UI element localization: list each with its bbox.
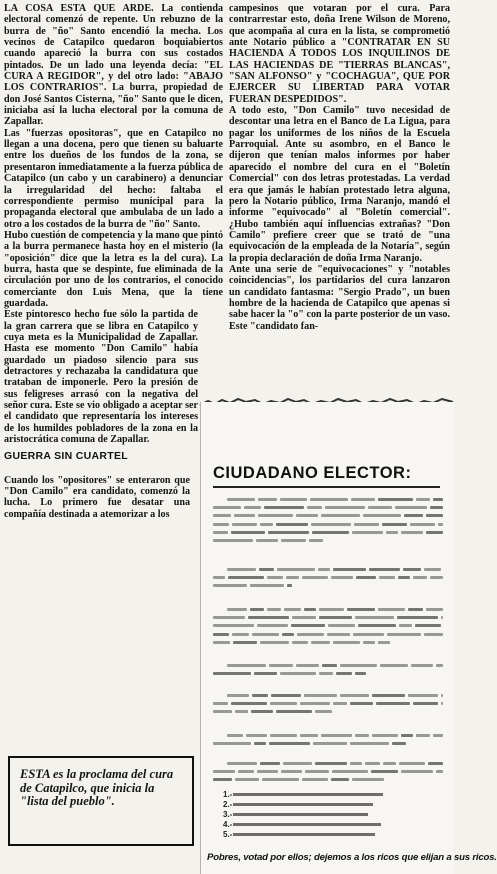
illegible-text-line: [213, 539, 253, 542]
illegible-text-line: [383, 762, 396, 765]
illegible-text-line: [260, 762, 280, 765]
illegible-text-line: [213, 710, 232, 713]
illegible-text-line: [256, 539, 278, 542]
illegible-text-line: [228, 576, 264, 579]
illegible-text-line: [213, 641, 230, 644]
illegible-text-line: [387, 633, 421, 636]
illegible-text-line: [311, 523, 351, 526]
illegible-text-line: [363, 514, 401, 517]
illegible-text-line: [213, 742, 251, 745]
illegible-text-line: [426, 531, 443, 534]
article-paragraph: Ante una serie de "equivocaciones" y "notables coincidencias", los partidarios del cura lanzaron un candidato fantasma: "Sergio Prado", un buen hombre de la hacienda de Catapilco que apenas si sabe hacer la "o" con la parte posterior de un vaso. Este "candidato fan-: [229, 263, 450, 332]
illegible-text-line: [379, 576, 395, 579]
illegible-text-line: [235, 778, 259, 781]
illegible-text-line: [380, 664, 408, 667]
illegible-text-line: [372, 694, 405, 697]
illegible-text-line: [244, 506, 261, 509]
illegible-text-line: [282, 633, 294, 636]
candidate-name: [233, 793, 383, 796]
illegible-text-line: [403, 568, 421, 571]
caption-box: [8, 756, 194, 846]
article-text: La contienda electoral comenzó de repente. Un rebuzno de la burra de "ño" Santo encendió la mecha. Los vecinos de Catapilco quedaron boquiabiertos cuando apareció la burra con sus costados pintados. De un lado una leyenda decía: "EL CURA A REGIDOR", y del otro lado: "ABAJO LOS CONTRARIOS". La burra, propiedad de don José Santos Cisterna, "ño" Santo que le dicen, iniciaba así la lucha electoral por la comuna de Zapallar.: [4, 3, 224, 128]
candidate-number: 5.-: [223, 830, 233, 839]
article-lead: LA COSA ESTA QUE ARDE.: [4, 3, 154, 14]
illegible-text-line: [408, 608, 423, 611]
article-paragraph: Este pintoresco hecho fue sólo la partida de la gran carrera que se libra en Catapilco y cuya meta es la Municipalidad de Zapallar. Hasta ese momento "Don Camilo" había guardado un piadoso silencio para sus detractores y rechazaba la candidatura que trataban de imponerle. Pero la presión de sus feligreses arrasó con la negativa del señor cura. Este se vio obligado a aceptar ser el candidato que representaría los intereses de los humildes pobladores de la zona en la aristocrática comuna de Zapallar.: [4, 309, 198, 446]
illegible-text-line: [232, 633, 249, 636]
illegible-text-line: [252, 633, 279, 636]
candidate-name: [233, 803, 373, 806]
illegible-text-line: [424, 633, 443, 636]
illegible-text-line: [231, 531, 265, 534]
illegible-text-line: [233, 641, 257, 644]
illegible-text-line: [369, 568, 400, 571]
illegible-text-line: [213, 506, 241, 509]
illegible-text-line: [267, 576, 283, 579]
illegible-text-line: [441, 702, 443, 705]
illegible-text-line: [399, 624, 412, 627]
illegible-text-line: [433, 734, 443, 737]
illegible-text-line: [333, 702, 347, 705]
illegible-text-line: [302, 576, 328, 579]
illegible-text-line: [401, 770, 433, 773]
illegible-text-line: [269, 742, 310, 745]
illegible-text-line: [213, 514, 231, 517]
illegible-text-line: [227, 694, 249, 697]
proclamation-pamphlet: [200, 402, 497, 874]
illegible-text-line: [246, 734, 267, 737]
illegible-text-line: [235, 710, 248, 713]
illegible-text-line: [258, 498, 277, 501]
illegible-text-line: [424, 568, 441, 571]
illegible-text-line: [213, 702, 228, 705]
illegible-text-line: [281, 770, 302, 773]
illegible-text-line: [350, 702, 373, 705]
illegible-text-line: [333, 568, 366, 571]
illegible-text-line: [292, 641, 308, 644]
illegible-text-line: [280, 498, 307, 501]
article-left-column: [4, 3, 223, 520]
illegible-text-line: [436, 770, 443, 773]
illegible-text-line: [352, 531, 383, 534]
illegible-text-line: [276, 710, 312, 713]
illegible-text-line: [358, 624, 396, 627]
illegible-text-line: [283, 762, 312, 765]
illegible-text-line: [318, 568, 330, 571]
illegible-text-line: [355, 672, 366, 675]
illegible-text-line: [331, 778, 349, 781]
illegible-text-line: [332, 770, 368, 773]
illegible-text-line: [426, 608, 443, 611]
illegible-text-line: [307, 506, 322, 509]
illegible-text-line: [333, 641, 360, 644]
article-paragraph: campesinos que votaran por el cura. Para contrarrestar esto, doña Irene Wilson de Moreno, que acompaña al cura en la lista, se comprometió ante Notario público a "CONTRATAR EN SU HACIENDA A TODOS LOS INQUILINOS DE LAS HACIENDAS DE "TIERRAS BLANCAS", "SAN ALFONSO" y "COCHAGUA", QUE POR EJERCER SU LIBERTAD PARA VOTAR FUERAN DESPEDIDOS".: [229, 3, 450, 105]
article-paragraph: [4, 3, 223, 128]
illegible-text-line: [300, 734, 318, 737]
illegible-text-line: [340, 694, 369, 697]
illegible-text-line: [416, 498, 430, 501]
illegible-text-line: [251, 710, 273, 713]
illegible-text-line: [248, 616, 289, 619]
illegible-text-line: [350, 742, 389, 745]
illegible-text-line: [305, 770, 329, 773]
illegible-text-line: [322, 664, 337, 667]
illegible-text-line: [276, 523, 308, 526]
illegible-text-line: [254, 742, 266, 745]
illegible-text-line: [227, 498, 255, 501]
illegible-text-line: [363, 641, 375, 644]
illegible-text-line: [258, 514, 293, 517]
article-paragraph: Hubo cuestión de competencia y la mano que pintó a la burra permanece hasta hoy en el misterio (la "oposición" dice que la letra es la del cura). La burra, hasta que se despinte, fue eliminada de la circulación por uno de los contrarios, el conocido comerciante don Luis Mena, que la tiene guardada.: [4, 229, 223, 309]
illegible-text-line: [328, 624, 355, 627]
illegible-text-line: [319, 616, 352, 619]
illegible-text-line: [281, 539, 306, 542]
illegible-text-line: [413, 576, 427, 579]
illegible-text-line: [350, 762, 362, 765]
illegible-text-line: [268, 531, 309, 534]
illegible-text-line: [401, 734, 413, 737]
illegible-text-line: [438, 523, 443, 526]
illegible-text-line: [426, 514, 443, 517]
illegible-text-line: [267, 608, 281, 611]
candidate-number: 2.-: [223, 800, 233, 809]
candidate-name: [233, 833, 375, 836]
illegible-text-line: [213, 531, 228, 534]
illegible-text-line: [436, 664, 443, 667]
illegible-text-line: [355, 734, 369, 737]
illegible-text-line: [213, 584, 247, 587]
illegible-text-line: [378, 608, 405, 611]
illegible-text-line: [315, 762, 347, 765]
illegible-text-line: [395, 506, 427, 509]
illegible-text-line: [271, 694, 301, 697]
illegible-text-line: [213, 616, 245, 619]
illegible-text-line: [280, 672, 316, 675]
illegible-text-line: [292, 616, 316, 619]
illegible-text-line: [392, 742, 406, 745]
illegible-text-line: [234, 514, 255, 517]
candidate-name: [233, 813, 368, 816]
illegible-text-line: [232, 523, 257, 526]
illegible-text-line: [309, 539, 323, 542]
illegible-text-line: [260, 523, 273, 526]
illegible-text-line: [378, 498, 413, 501]
illegible-text-line: [310, 498, 348, 501]
illegible-text-line: [441, 694, 443, 697]
illegible-text-line: [231, 702, 267, 705]
illegible-text-line: [355, 616, 394, 619]
illegible-text-line: [354, 523, 379, 526]
illegible-text-line: [213, 576, 225, 579]
illegible-text-line: [260, 641, 289, 644]
illegible-text-line: [227, 664, 266, 667]
illegible-text-line: [433, 498, 443, 501]
illegible-text-line: [321, 514, 360, 517]
illegible-text-line: [398, 576, 410, 579]
illegible-text-line: [250, 584, 284, 587]
illegible-text-line: [302, 778, 328, 781]
illegible-text-line: [430, 576, 443, 579]
illegible-text-line: [270, 734, 297, 737]
candidate-number: 3.-: [223, 810, 233, 819]
illegible-text-line: [386, 531, 398, 534]
candidate-number: 1.-: [223, 790, 233, 799]
illegible-text-line: [368, 506, 392, 509]
illegible-text-line: [296, 514, 318, 517]
illegible-text-line: [277, 568, 315, 571]
illegible-text-line: [213, 672, 251, 675]
illegible-text-line: [336, 672, 352, 675]
illegible-text-line: [238, 770, 254, 773]
illegible-text-line: [227, 608, 247, 611]
illegible-text-line: [284, 608, 301, 611]
illegible-text-line: [227, 734, 243, 737]
article-paragraph: A todo esto, "Don Camilo" tuvo necesidad de descontar una letra en el Banco de La Ligua, para pagar los uniformes de los niños de la Escuela Parroquial. Ante su asombro, en el Banco le dijeron que tenían malos informes por haber aparecido el nombre del cura en el "Boletín Comercial" con dos letras protestadas. La verdad era que jamás le habían protestado letra alguna, pero la Notario público, Irma Naranjo, mandó el informe "equivocado" al "Boletín comercial". ¿Hubo también aquí influencias extrañas? "Don Camilo" prefiere creer que se trató de "una equivocación de la empleada de la Notaría", según la propia declaración de doña Irma Naranjo.: [229, 105, 450, 264]
illegible-text-line: [372, 734, 398, 737]
illegible-text-line: [397, 616, 438, 619]
illegible-text-line: [352, 778, 384, 781]
illegible-text-line: [371, 770, 398, 773]
illegible-text-line: [401, 531, 423, 534]
illegible-text-line: [227, 568, 256, 571]
caption-text: ESTA es la proclama del cura de Catapilco, que inicia la "lista del pueblo".: [20, 767, 174, 808]
illegible-text-line: [254, 672, 277, 675]
illegible-text-line: [312, 531, 349, 534]
illegible-text-line: [287, 584, 292, 587]
illegible-text-line: [257, 770, 278, 773]
illegible-text-line: [257, 624, 288, 627]
illegible-text-line: [252, 694, 268, 697]
illegible-text-line: [415, 624, 441, 627]
illegible-text-line: [404, 514, 423, 517]
illegible-text-line: [428, 762, 443, 765]
illegible-text-line: [410, 523, 435, 526]
illegible-text-line: [313, 742, 347, 745]
section-subheading: GUERRA SIN CUARTEL: [4, 450, 129, 463]
illegible-text-line: [347, 608, 375, 611]
illegible-text-line: [365, 762, 380, 765]
illegible-text-line: [259, 568, 274, 571]
illegible-text-line: [416, 734, 430, 737]
illegible-text-line: [304, 694, 337, 697]
illegible-text-line: [382, 523, 407, 526]
illegible-text-line: [325, 506, 365, 509]
article-right-column: [229, 3, 450, 332]
illegible-text-line: [319, 608, 344, 611]
illegible-text-line: [300, 702, 330, 705]
illegible-text-line: [269, 664, 293, 667]
illegible-text-line: [340, 664, 377, 667]
illegible-text-line: [297, 633, 324, 636]
illegible-text-line: [319, 672, 333, 675]
illegible-text-line: [262, 778, 299, 781]
illegible-text-line: [353, 633, 384, 636]
illegible-text-line: [411, 664, 433, 667]
illegible-text-line: [378, 641, 390, 644]
illegible-text-line: [250, 608, 264, 611]
illegible-text-line: [413, 702, 438, 705]
illegible-text-line: [441, 616, 443, 619]
illegible-text-line: [304, 608, 316, 611]
illegible-text-line: [351, 498, 375, 501]
illegible-text-line: [213, 770, 235, 773]
illegible-text-line: [213, 624, 254, 627]
illegible-text-line: [286, 576, 299, 579]
illegible-text-line: [408, 694, 438, 697]
article-paragraph: Cuando los "opositores" se enteraron que "Don Camilo" era candidato, comenzó la lucha. Lo primero fue desatar una compañía destinada a atemorizar a los: [4, 474, 190, 520]
pamphlet-footer-slogan: Pobres, votad por ellos; dejemos a los ricos que elijan a sus ricos.: [207, 852, 497, 863]
illegible-text-line: [376, 702, 410, 705]
illegible-text-line: [321, 734, 352, 737]
illegible-text-line: [331, 576, 353, 579]
illegible-text-line: [264, 506, 304, 509]
illegible-text-line: [270, 702, 297, 705]
candidate-number: 4.-: [223, 820, 233, 829]
illegible-text-line: [213, 523, 229, 526]
pamphlet-title: CIUDADANO ELECTOR:: [213, 464, 412, 482]
illegible-text-line: [430, 506, 443, 509]
illegible-text-line: [356, 576, 376, 579]
illegible-text-line: [213, 778, 232, 781]
illegible-text-line: [227, 762, 257, 765]
illegible-text-line: [399, 762, 425, 765]
candidate-name: [233, 823, 381, 826]
illegible-text-line: [296, 664, 319, 667]
illegible-text-line: [291, 624, 325, 627]
title-underline: [213, 486, 440, 488]
illegible-text-line: [327, 633, 350, 636]
illegible-text-line: [213, 633, 229, 636]
article-paragraph: Las "fuerzas opositoras", que en Catapilco no llegan a una docena, pero que tienen su baluarte entre los dueños de los fundos de la zona, se presentaron inmediatamente a la fuerza pública de Catapilco (un cabo y un carabinero) a denunciar la irregularidad del hecho: faltaba el correspondiente permiso municipal para la propaganda electoral que ambulaba de un lado a otro a los costados de la burra de "ño" Santo.: [4, 127, 223, 230]
illegible-text-line: [311, 641, 330, 644]
illegible-text-line: [315, 710, 332, 713]
